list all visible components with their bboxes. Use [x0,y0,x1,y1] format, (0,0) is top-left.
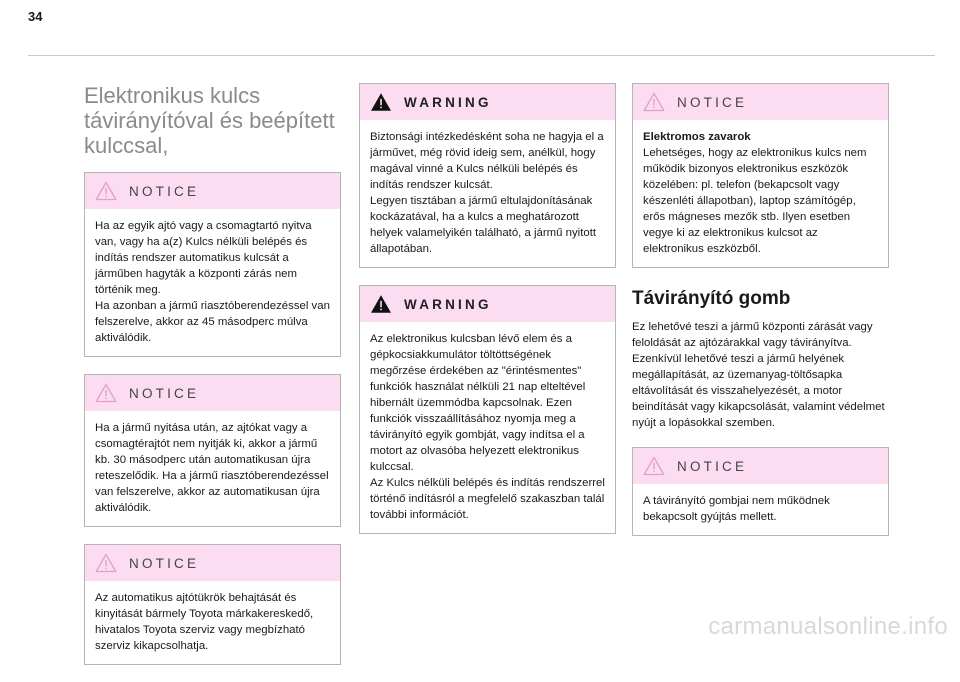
notice-header [85,375,340,411]
section-heading: Távirányító gomb [632,288,791,309]
notice-text [633,120,888,267]
notice-header [85,545,340,581]
notice-triangle-icon [643,456,665,476]
notice-triangle-icon [95,181,117,201]
notice-text: Az automatikus ajtótükrök behajtását és kinyitását bármely Toyota márkakereskedő, hivatalos Toyota szerviz vagy megbízható szerviz kikapcsolhatja. [95,592,314,652]
notice-box [632,447,889,536]
warning-header [360,286,615,322]
warning-box [359,83,616,268]
notice-label: NOTICE [677,94,748,110]
notice-box [84,172,341,357]
notice-subtitle: Elektromos zavarok [643,131,751,143]
notice-label: NOTICE [129,385,200,401]
notice-box [84,374,341,527]
notice-header [85,173,340,209]
notice-label: NOTICE [129,555,200,571]
notice-label: NOTICE [129,183,200,199]
warning-triangle-icon [370,92,392,112]
notice-box [84,544,341,665]
notice-label: NOTICE [677,458,748,474]
notice-body: Lehetséges, hogy az elektronikus kulcs nem működik bizonyos elektronikus eszközök közelében: pl. telefon (bekapcsolt vagy készenléti állapotban), laptop számítógép, erős mágneses mezők stb. Ilyen esetben vegye ki az elektronikus kulcsot az elektronikus eszközből. [643,147,867,255]
notice-header [633,84,888,120]
notice-triangle-icon [95,383,117,403]
page-number: 34 [28,9,43,24]
notice-text: Ha a jármű nyitása után, az ajtókat vagy a csomagtérajtót nem nyitják ki, akkor a jármű kb. 30 másodperc után automatikusan újra reteszelődik. Ha a jármű riasztóberendezéssel van felszerelve, akkor az automatikusan újra aktiválódik. [95,422,329,514]
section-title: Elektronikus kulcs távirányítóval és beépített kulccsal, [84,83,335,158]
column-middle [359,83,616,551]
notice-text: Ha az egyik ajtó vagy a csomagtartó nyitva van, vagy ha a(z) Kulcs nélküli belépés és indítás rendszer automatikus kulcsát a járműben hagyták a központi zárás nem történik meg. Ha azonban a jármű riasztóberendezéssel van felszerelve, akkor az 45 másodperc múlva aktiválódik. [95,220,330,344]
warning-text: Az elektronikus kulcsban lévő elem és a gépkocsiakkumulátor töltöttségének megőrzése érdekében az "érintésmentes" funkciók használat nélküli 21 nap elteltével hibernált üzemmódba kapcsolnak. Ezen funkciók visszaállításához nyomja meg a távirányító egyik gombját, vagy indítsa el a motort az olvasóba helyezett elektronikus kulccsal. Az Kulcs nélküli belépés és indítás rendszerrel történő indításról a megfelelő szakaszban talál további információt. [370,333,605,521]
header-divider [28,55,935,56]
notice-header [633,448,888,484]
warning-header [360,84,615,120]
column-right [632,83,889,553]
notice-box [632,83,889,268]
warning-box [359,285,616,534]
notice-triangle-icon [643,92,665,112]
warning-label: WARNING [404,296,492,312]
section-paragraph: Ez lehetővé teszi a jármű központi zárását vagy feloldását az ajtózárakkal vagy távirányítva. Ezenkívül lehetővé teszi a jármű helyének megállapítását, az üzemanyag-töltősapka eltávolítását és visszahelyezését, a motor beindítását vagy kikapcsolását, valamint védelmet nyújt a lopásokkal szemben. [632,321,885,429]
column-left [84,83,341,682]
warning-triangle-icon [370,294,392,314]
warning-text: Biztonsági intézkedésként soha ne hagyja el a járművet, még rövid ideig sem, anélkül, hogy magával vinné a Kulcs nélküli belépés és indítás rendszer kulcsát. Legyen tisztában a jármű eltulajdonításának kockázatával, ha a kulcs a meghatározott helyek valamelyikén található, a jármű nyitott állapotában. [370,131,604,255]
notice-triangle-icon [95,553,117,573]
notice-text: A távirányító gombjai nem működnek bekapcsolt gyújtás mellett. [643,495,830,523]
watermark: carmanualsonline.info [708,613,948,640]
warning-label: WARNING [404,94,492,110]
